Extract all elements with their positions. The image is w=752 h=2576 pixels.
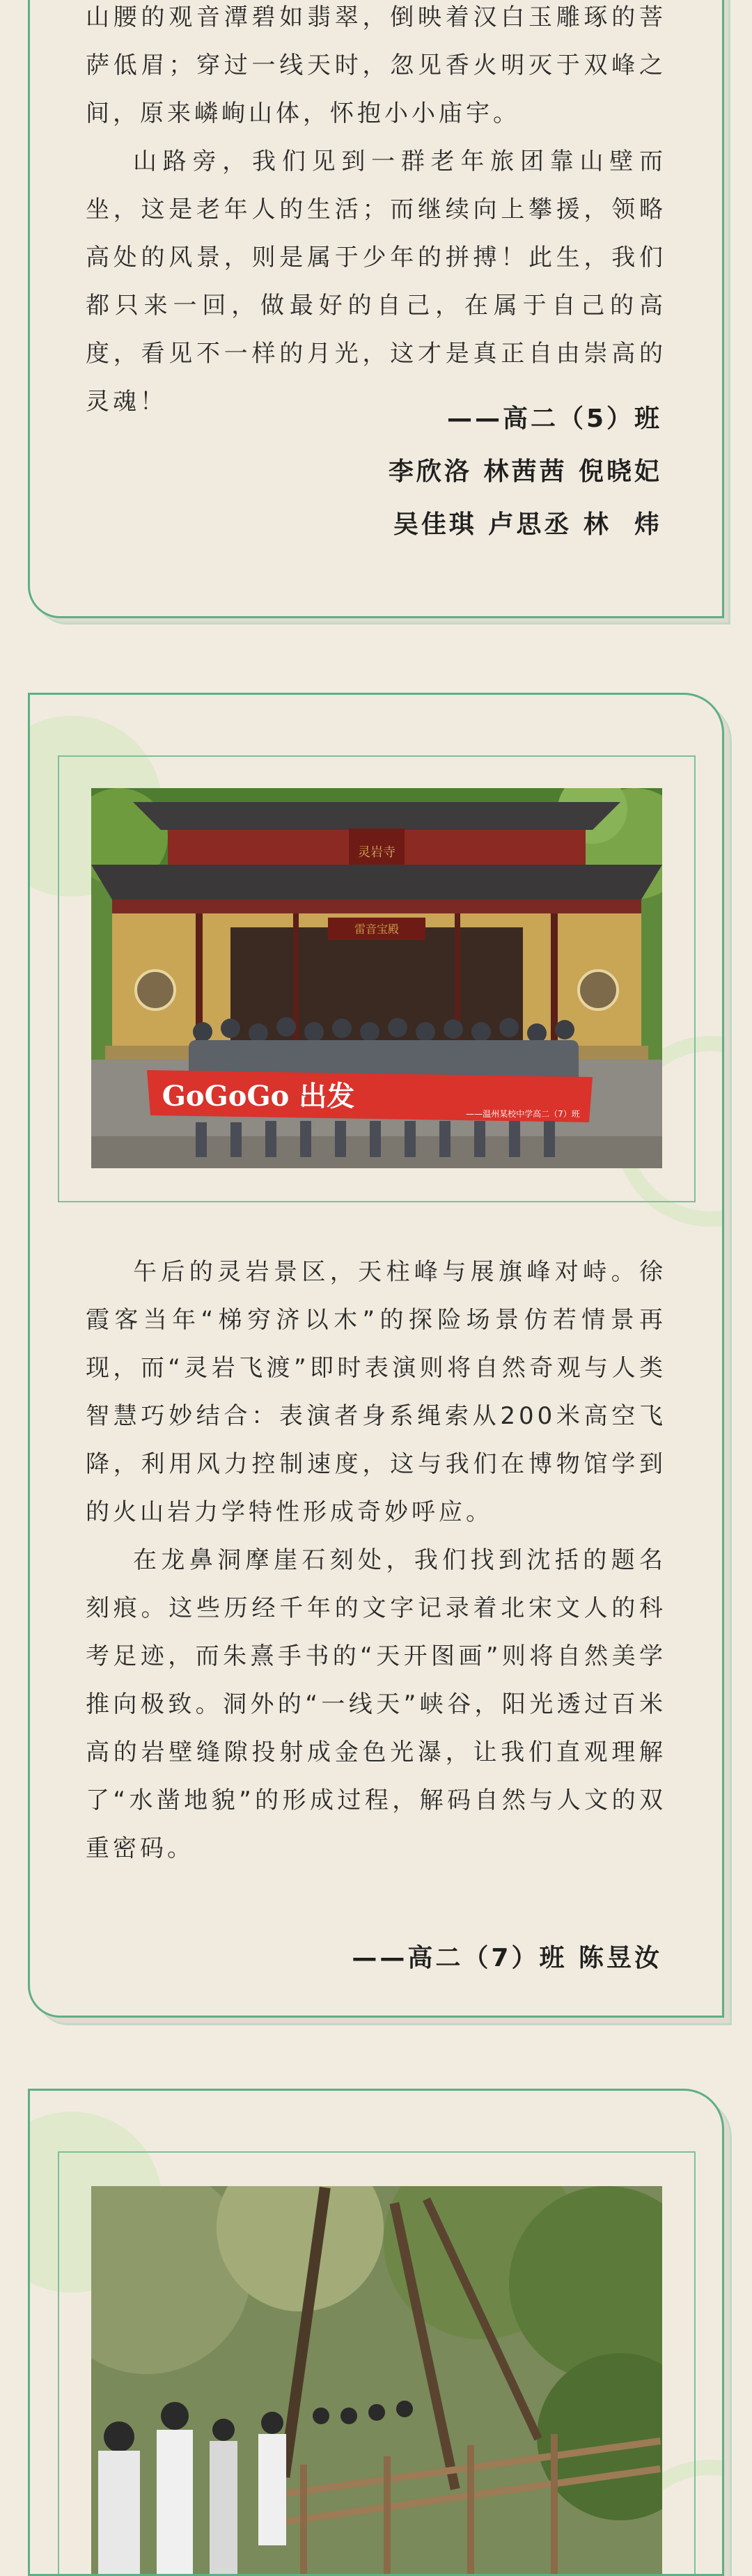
paragraph: 山路旁，我们见到一群老年旅团靠山壁而坐，这是老年人的生活；而继续向上攀援，领略高处的风景，则是属于少年的拼搏！此生，我们都只来一回，做最好的自己，在属于自己的高度，看见不一样的月光，这才是真正自由崇高的灵魂！ — [86, 148, 666, 416]
forest-trail-photo — [91, 2186, 662, 2576]
banner-text: GoGoGo 出发 — [162, 1080, 355, 1113]
paragraph: 午后的灵岩景区，天柱峰与展旗峰对峙。徐霞客当年“梯穷济以木”的探险场景仿若情景再现，而“灵岩飞渡”即时表演则将自然奇观与人类智慧巧妙结合：表演者身系绳索从200米高空飞降，利用风力控制速度，这与我们在博物馆学到的火山岩力学特性形成奇妙呼应。 — [86, 1258, 666, 1526]
article-card-1 — [28, 0, 724, 618]
article-text-1 — [86, 0, 666, 426]
article-text-2 — [86, 1248, 666, 1873]
signature-names: 李欣洛 林茜茜 倪晓妃 — [388, 457, 662, 486]
temple-group-photo-illustration — [91, 788, 662, 1168]
article-card-3 — [28, 2089, 724, 2576]
forest-trail-illustration — [91, 2186, 662, 2576]
signature-names: 吴佳琪 卢思丞 林 炜 — [393, 510, 662, 539]
paragraph: 山腰的观音潭碧如翡翠，倒映着汉白玉雕琢的菩萨低眉；穿过一线天时，忽见香火明灭于双峰之间，原来嶙峋山体，怀抱小小庙宇。 — [86, 3, 666, 127]
hall-plaque: 雷音宝殿 — [354, 922, 400, 936]
banner-subtext: ——温州某校中学高二（7）班 — [466, 1109, 580, 1119]
paragraph: 在龙鼻洞摩崖石刻处，我们找到沈括的题名刻痕。这些历经千年的文字记录着北宋文人的科考足迹，而朱熹手书的“天开图画”则将自然美学推向极致。洞外的“一线天”峡谷，阳光透过百米高的岩壁缝隙投射成金色光瀑，让我们直观理解了“水凿地貌”的形成过程，解码自然与人文的双重密码。 — [86, 1546, 666, 1862]
temple-plaque: 灵岩寺 — [358, 845, 395, 860]
article-card-2 — [28, 693, 724, 2018]
temple-group-photo — [91, 788, 662, 1168]
signature-class: ——高二（5）班 — [446, 405, 662, 433]
signature: ——高二（7）班 陈昱汝 — [352, 1944, 662, 1972]
